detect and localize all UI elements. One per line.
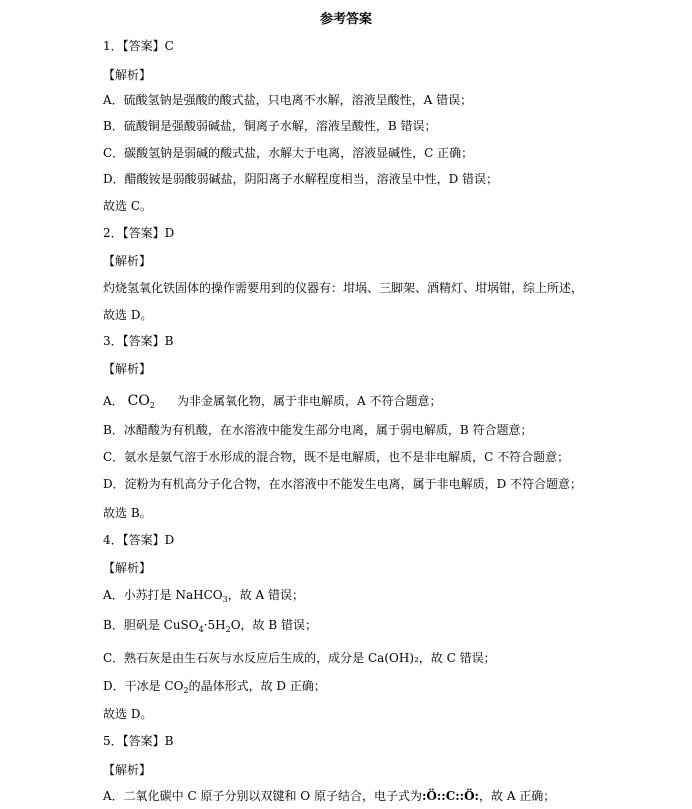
text-line: D．醋酸铵是弱酸弱碱盐，阴阳离子水解程度相当，溶液呈中性，D 错误； xyxy=(103,172,499,186)
text-line-4b: B．胆矾是 $CuSO_4\cdot 5H_2O$，故 B 错误； xyxy=(103,618,318,634)
text-line: C．熟石灰是由生石灰与水反应后生成的，成分是 Ca(OH)₂，故 C 错误； xyxy=(103,651,496,665)
text-line: 【解析】 xyxy=(103,362,152,376)
electron-formula: :Ö::C::Ö: xyxy=(421,789,479,803)
text-line-4a: A．小苏打是 NaHCO$_3$，故 A 错误； xyxy=(103,588,305,604)
text-line: D．淀粉为有机高分子化合物，在水溶液中不能发生电离，属于非电解质，D 不符合题意； xyxy=(103,477,583,491)
text-line: 1．【答案】C xyxy=(103,39,174,53)
text-line: 【解析】 xyxy=(103,763,152,777)
text-line: B．冰醋酸为有机酸，在水溶液中能发生部分电离，属于弱电解质，B 符合题意； xyxy=(103,423,533,437)
text-line: 故选 B。 xyxy=(103,506,152,520)
text-line-4d: D．干冰是 $CO_2$的晶体形式，故 D 正确； xyxy=(103,679,326,695)
text-line: A．硫酸氢钠是强酸的酸式盐，只电离不水解，溶液呈酸性，A 错误； xyxy=(103,93,473,107)
text-line: 【解析】 xyxy=(103,68,152,82)
text-line-3a: A． $CO_2$ 为非金属氧化物，属于非电解质，A 不符合题意； xyxy=(103,393,442,410)
text-line: C．碳酸氢钠是弱碱的酸式盐，水解大于电离，溶液显碱性，C 正确； xyxy=(103,146,474,160)
text-line: 故选 D。 xyxy=(103,707,153,721)
text-line: 4．【答案】D xyxy=(103,533,175,547)
text-line-5a: A．二氧化碳中 C 原子分别以双键和 O 原子结合，电子式为:Ö::C::Ö:，故 A 正确； xyxy=(103,789,556,803)
text-line: 故选 C。 xyxy=(103,199,152,213)
text-line: 2．【答案】D xyxy=(103,226,175,240)
text-line: 故选 D。 xyxy=(103,308,153,322)
text-line: 【解析】 xyxy=(103,561,152,575)
text-line: 灼烧氢氧化铁固体的操作需要用到的仪器有：坩埚、三脚架、酒精灯、坩埚钳，综上所述， xyxy=(103,281,584,295)
page-title: 参考答案 xyxy=(319,12,372,27)
text-line: 【解析】 xyxy=(103,254,152,268)
text-line: C．氨水是氨气溶于水形成的混合物，既不是电解质，也不是非电解质，C 不符合题意； xyxy=(103,450,570,464)
text-line: 3．【答案】B xyxy=(103,334,174,348)
text-line: B．硫酸铜是强酸弱碱盐，铜离子水解，溶液呈酸性，B 错误； xyxy=(103,119,437,133)
text-line: 5．【答案】B xyxy=(103,734,174,748)
